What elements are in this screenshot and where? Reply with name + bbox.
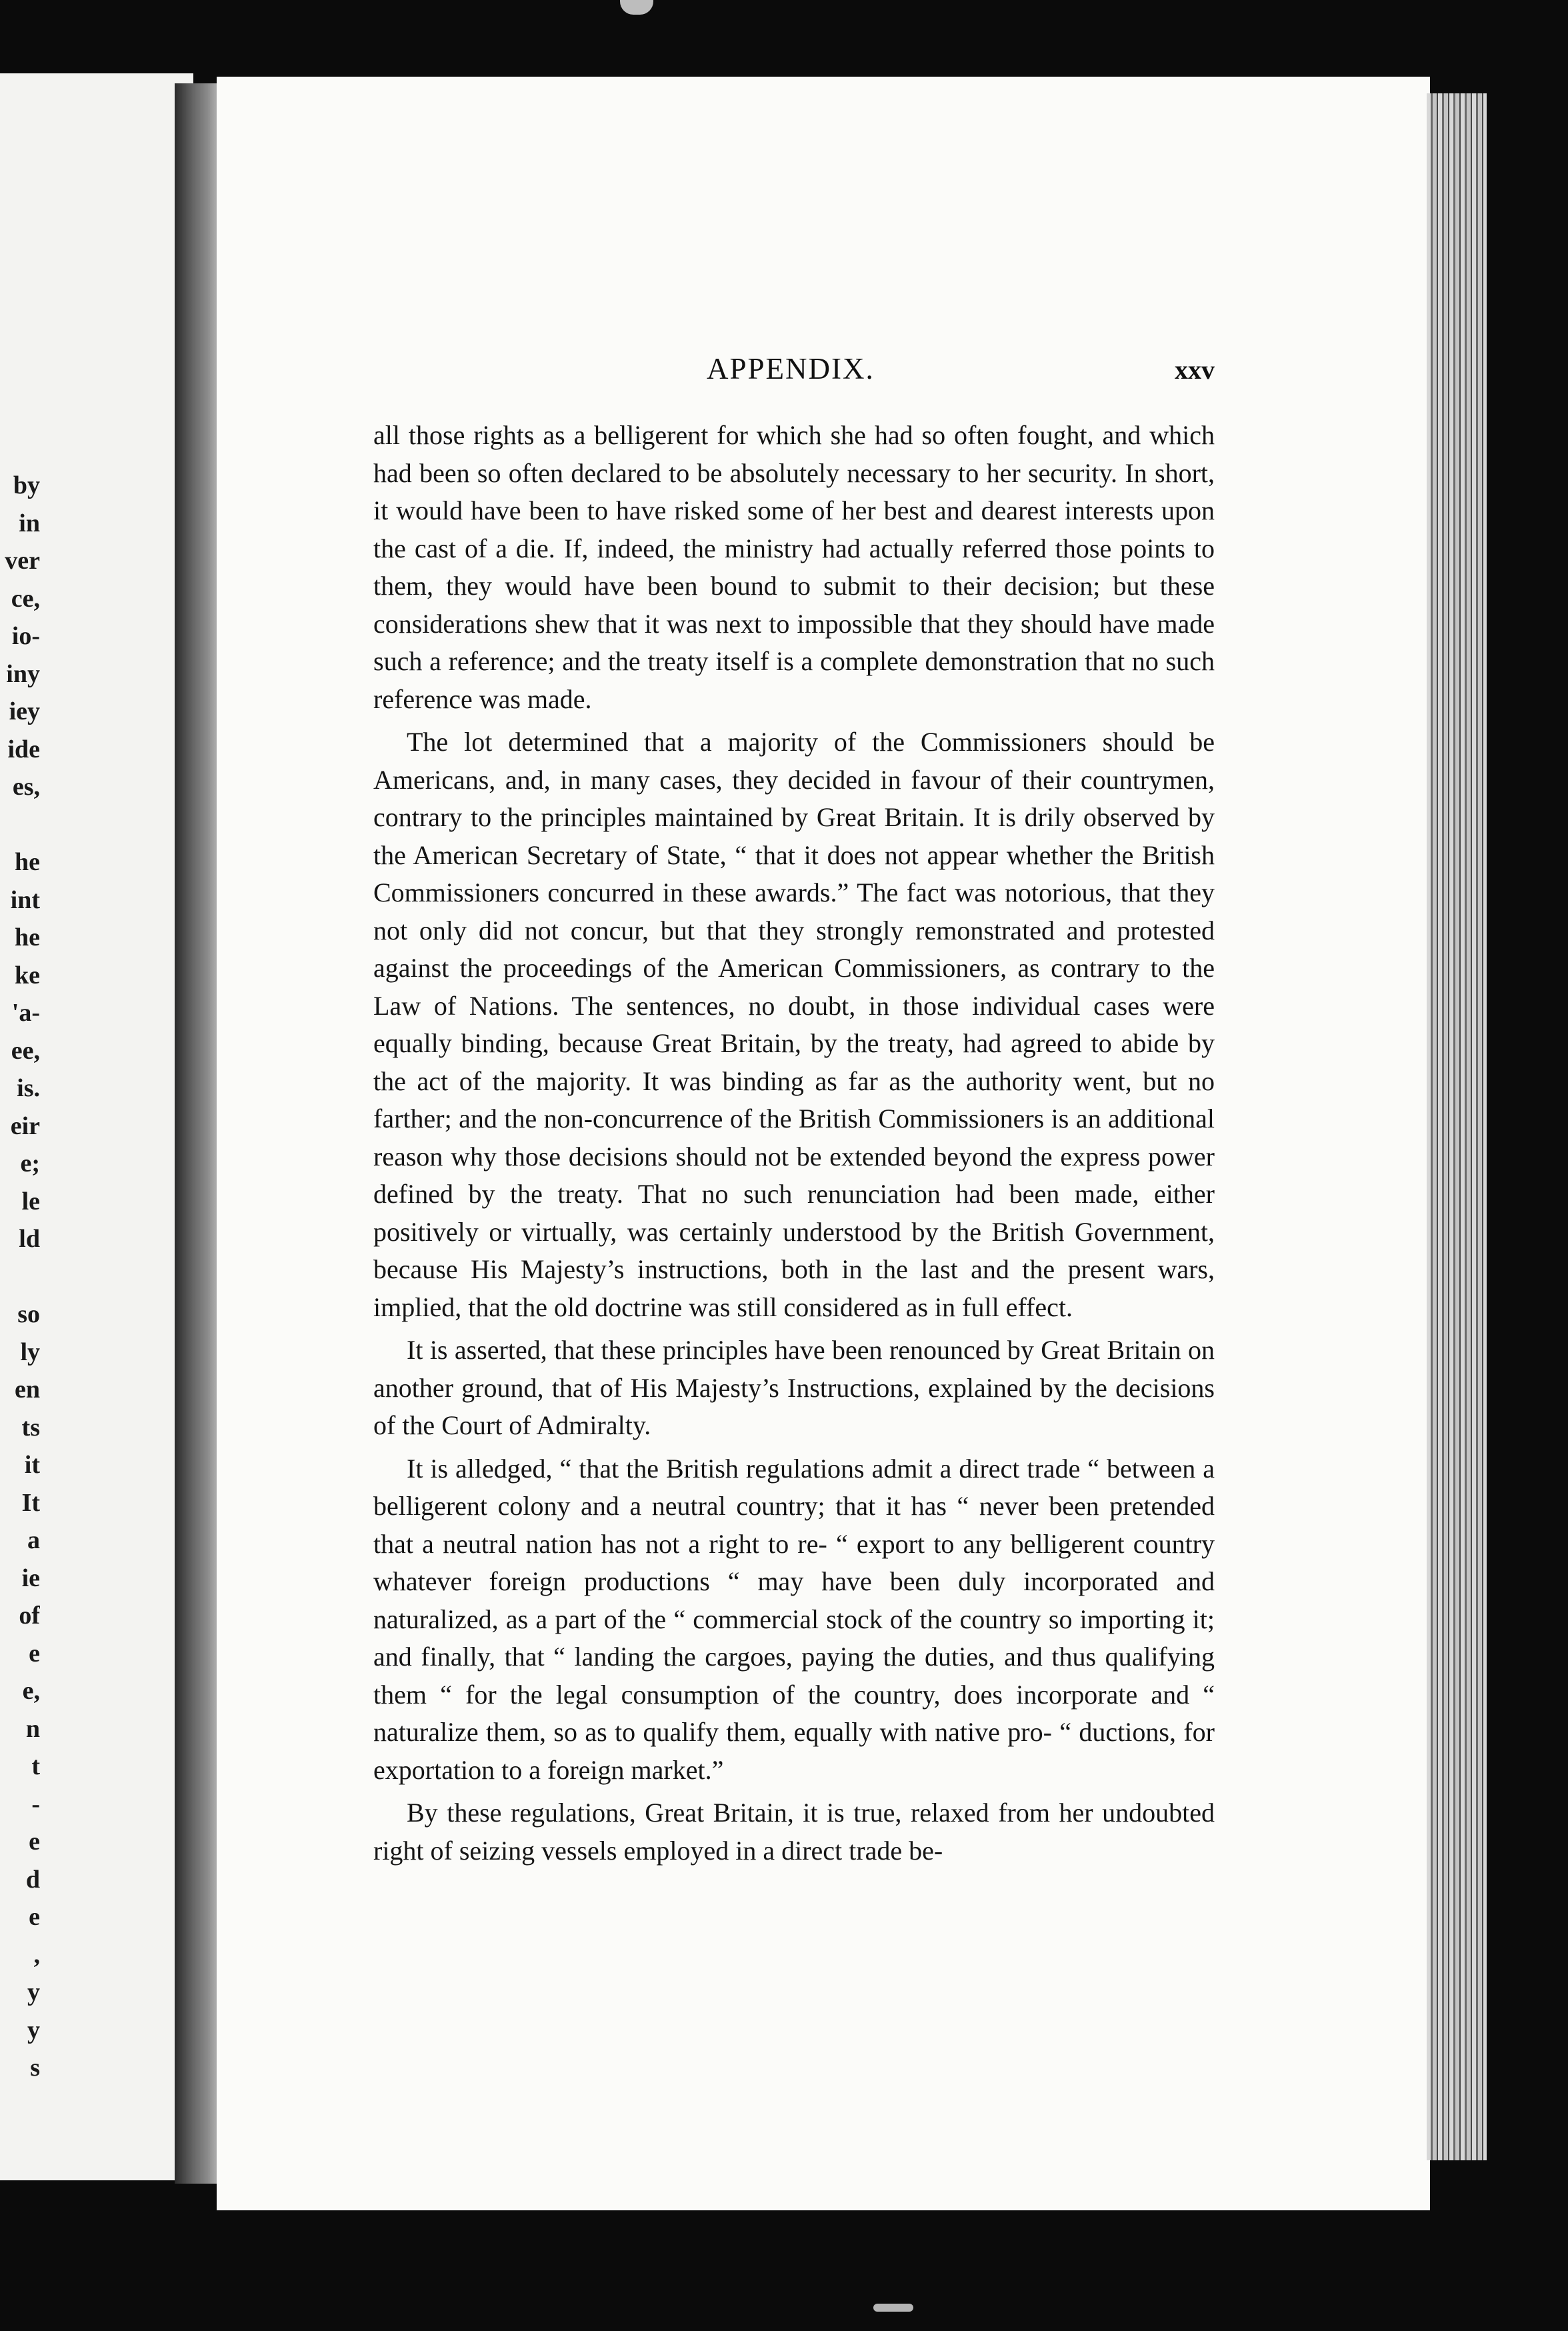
facing-page-fragment: y bbox=[27, 2016, 40, 2044]
facing-page-fragment: io- bbox=[11, 622, 40, 650]
facing-page-fragment: a bbox=[27, 1526, 40, 1554]
facing-page-fragment: by bbox=[13, 471, 40, 499]
facing-page bbox=[0, 73, 193, 2180]
facing-page-fragment: ver bbox=[5, 547, 40, 575]
facing-page-fragment: le bbox=[21, 1187, 40, 1216]
facing-page-fragment: - bbox=[31, 1790, 40, 1818]
facing-page-fragment: he bbox=[15, 848, 40, 876]
facing-page-fragment: e, bbox=[22, 1677, 40, 1705]
facing-page-fragment: It bbox=[21, 1488, 40, 1517]
facing-page-fragment: e bbox=[29, 1903, 40, 1931]
facing-page-fragment: ce, bbox=[11, 584, 40, 613]
facing-page-fragment: y bbox=[27, 1978, 40, 2006]
book-gutter bbox=[175, 83, 221, 2184]
page-number: xxv bbox=[1175, 355, 1215, 385]
facing-page-fragment: t bbox=[31, 1752, 40, 1780]
facing-page-fragment: n bbox=[25, 1714, 40, 1743]
facing-page-fragment: iey bbox=[9, 697, 40, 725]
facing-page-fragment: es, bbox=[12, 773, 40, 801]
scan-artifact bbox=[620, 0, 653, 15]
facing-page-fragment: he bbox=[15, 923, 40, 951]
page-edges bbox=[1427, 93, 1487, 2160]
facing-page-fragment: ee, bbox=[11, 1036, 40, 1065]
facing-page-fragment: e bbox=[29, 1639, 40, 1668]
facing-page-fragment bbox=[0, 806, 40, 844]
facing-page-fragment: ke bbox=[15, 961, 40, 989]
facing-page-fragment: e; bbox=[20, 1149, 40, 1178]
facing-page-text-fragments bbox=[0, 467, 40, 2087]
facing-page-fragment: , bbox=[33, 1940, 40, 1969]
facing-page-fragment: in bbox=[19, 509, 40, 537]
facing-page-fragment: ts bbox=[21, 1413, 40, 1442]
facing-page-fragment: it bbox=[24, 1451, 40, 1479]
paragraph: The lot determined that a majority of the Commissioners should be Americans, and, in many cases, they decided in favour of their countrymen, contrary to the principles maintained by Great Britain. It is drily observed by the American Secretary of State, “ that it does not appear whether the British Commissioners concurred in these awards.” The fact was notorious, that they not only did not concur, but that they strongly remonstrated and protested against the proceedings of the American Commissioners, as contrary to the Law of Nations. The sentences, no doubt, in those individual cases were equally binding, because Great Britain, by the treaty, had agreed to abide by the act of the majority. It was binding as far as the authority went, but no farther; and the non-concurrence of the British Commissioners is an additional reason why those decisions should not be extended beyond the express power defined by the treaty. That no such renunciation had been made, either positively or virtually, was certainly understood by the British Government, because His Majesty’s instructions, both in the last and the present wars, implied, that the old doctrine was still considered as in full effect. bbox=[373, 727, 1215, 1322]
page-header bbox=[373, 351, 1215, 391]
facing-page-fragment: ld bbox=[19, 1225, 40, 1253]
paragraph: By these regulations, Great Britain, it is true, relaxed from her undoubted right of seizing vessels employed in a direct trade be- bbox=[373, 1798, 1215, 1866]
facing-page-fragment: so bbox=[17, 1300, 40, 1328]
facing-page-fragment: iny bbox=[6, 659, 40, 688]
facing-page-fragment: is. bbox=[17, 1074, 40, 1102]
facing-page-fragment: ie bbox=[21, 1564, 40, 1592]
facing-page-fragment: eir bbox=[10, 1111, 40, 1140]
facing-page-fragment: s bbox=[30, 2054, 40, 2082]
facing-page-fragment: ly bbox=[20, 1338, 40, 1366]
facing-page-fragment: ide bbox=[7, 735, 40, 763]
paragraph: all those rights as a belligerent for which she had so often fought, and which had been so often declared to be absolutely necessary to her security. In short, it would have been to have risked some of her best and dearest interests upon the cast of a die. If, indeed, the ministry had actually referred those points to them, they would have been bound to submit to their decision; but these considerations shew that it was next to impossible that they should have made such a reference; and the treaty itself is a complete demonstration that no such reference was made. bbox=[373, 420, 1215, 714]
facing-page-fragment: int bbox=[10, 885, 40, 914]
page-body bbox=[373, 417, 1215, 1870]
paragraph: It is asserted, that these principles have been renounced by Great Britain on another ground, that of His Majesty’s Instructions, explained by the decisions of the Court of Admiralty. bbox=[373, 1335, 1215, 1440]
facing-page-fragment: 'a- bbox=[11, 999, 40, 1027]
facing-page-fragment: en bbox=[15, 1376, 40, 1404]
facing-page-fragment: e bbox=[29, 1828, 40, 1856]
facing-page-fragment: of bbox=[19, 1602, 40, 1630]
facing-page-fragment: d bbox=[25, 1865, 40, 1894]
quoted-paragraph: It is alledged, “ that the British regulations admit a direct trade “ between a belligerent colony and a neutral country; that it has “ never been pretended that a neutral nation has not a right to re- “ export to any belligerent country whatever foreign productions “ may have been duly incorporated and naturalized, as a part of the “ commercial stock of the country so importing it; and finally, that “ landing the cargoes, paying the duties, and thus qualifying them “ for the legal consumption of the country, does incorporate and “ naturalize them, so as to qualify them, equally with native pro- “ ductions, for exportation to a foreign market.” bbox=[373, 1453, 1215, 1785]
facing-page-fragment bbox=[0, 1258, 40, 1296]
scan-artifact bbox=[873, 2304, 913, 2312]
running-head: APPENDIX. bbox=[707, 352, 875, 385]
